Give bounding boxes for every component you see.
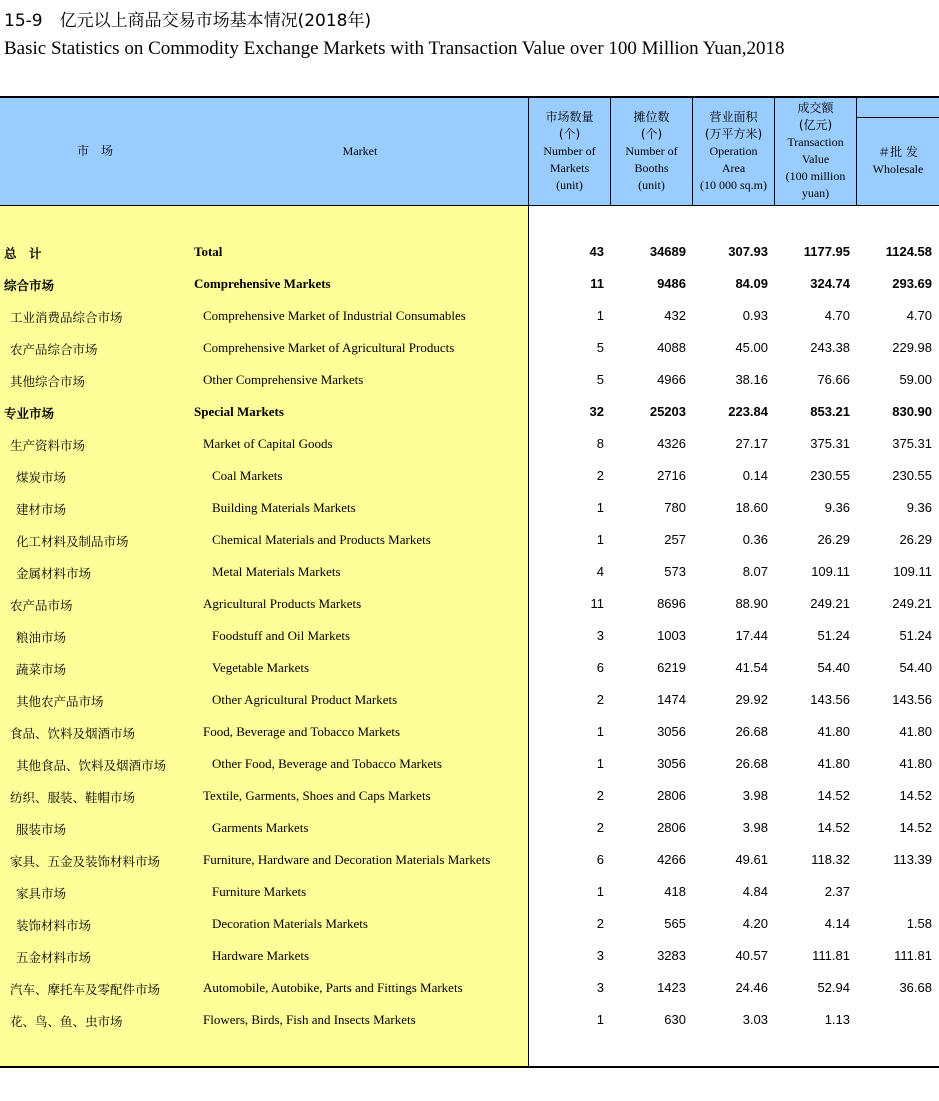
market-name-cn: 农产品市场 [10, 598, 73, 613]
cell-markets: 32 [589, 404, 604, 419]
header-market-cn: 市 场 [76, 144, 113, 158]
cell-value: 26.29 [817, 532, 850, 547]
cell-booths: 630 [664, 1012, 686, 1027]
cell-markets: 3 [596, 628, 604, 643]
market-name-en: Hardware Markets [212, 948, 310, 963]
cell-value: 76.66 [817, 372, 850, 387]
cell-booths: 4966 [657, 372, 686, 387]
header-number-of-markets: 市场数量 (个) Number of Markets (unit) [543, 110, 596, 192]
cell-markets: 2 [596, 916, 604, 931]
cell-markets: 6 [596, 852, 604, 867]
market-name-cn: 综合市场 [4, 278, 55, 293]
cell-value: 4.70 [824, 308, 850, 323]
cell-booths: 2806 [657, 820, 686, 835]
market-name-en: Other Comprehensive Markets [203, 372, 364, 387]
cell-area: 223.84 [728, 404, 768, 419]
cell-wholesale: 1124.58 [885, 244, 932, 259]
cell-area: 29.92 [735, 692, 768, 707]
table-row [0, 980, 939, 1012]
cell-booths: 4266 [657, 852, 686, 867]
cell-markets: 1 [596, 532, 604, 547]
cell-area: 41.54 [735, 660, 768, 675]
market-name-cn: 其他综合市场 [10, 374, 86, 389]
table-row [0, 244, 939, 276]
market-name-en: Other Agricultural Product Markets [212, 692, 398, 707]
cell-markets: 1 [596, 724, 604, 739]
market-name-cn: 家具市场 [16, 886, 67, 901]
cell-booths: 25203 [649, 404, 686, 419]
cell-value: 2.37 [824, 884, 850, 899]
cell-booths: 4088 [657, 340, 686, 355]
page-title-cn: 15-9 亿元以上商品交易市场基本情况(2018年) [4, 11, 372, 31]
cell-booths: 9486 [657, 276, 686, 291]
cell-markets: 2 [596, 788, 604, 803]
cell-markets: 1 [596, 884, 604, 899]
cell-markets: 43 [589, 244, 604, 259]
cell-markets: 6 [596, 660, 604, 675]
cell-booths: 3056 [657, 756, 686, 771]
cell-value: 109.11 [811, 564, 850, 579]
cell-booths: 257 [664, 532, 686, 547]
market-name-en: Furniture, Hardware and Decoration Materials Markets [203, 852, 491, 867]
cell-value: 4.14 [824, 916, 850, 931]
table-row [0, 916, 939, 948]
cell-booths: 1423 [657, 980, 686, 995]
cell-booths: 1003 [657, 628, 686, 643]
cell-value: 1177.95 [803, 244, 850, 259]
cell-booths: 2716 [657, 468, 686, 483]
table-row [0, 372, 939, 404]
cell-booths: 418 [664, 884, 686, 899]
cell-wholesale: 1.58 [906, 916, 932, 931]
market-name-cn: 汽车、摩托车及零配件市场 [10, 982, 161, 997]
cell-markets: 1 [596, 500, 604, 515]
cell-wholesale: 36.68 [899, 980, 932, 995]
cell-area: 18.60 [735, 500, 768, 515]
market-name-cn: 家具、五金及装饰材料市场 [10, 854, 161, 869]
cell-markets: 1 [596, 1012, 604, 1027]
cell-value: 375.31 [810, 436, 850, 451]
cell-value: 14.52 [817, 788, 850, 803]
cell-booths: 780 [664, 500, 686, 515]
cell-value: 853.21 [810, 404, 850, 419]
cell-wholesale: 41.80 [899, 724, 932, 739]
market-name-en: Coal Markets [212, 468, 283, 483]
cell-booths: 34689 [649, 244, 686, 259]
cell-markets: 1 [596, 308, 604, 323]
market-name-cn: 装饰材料市场 [16, 918, 92, 933]
market-name-cn: 五金材料市场 [16, 950, 92, 965]
table-row [0, 340, 939, 372]
market-name-cn: 农产品综合市场 [10, 342, 98, 357]
cell-area: 84.09 [735, 276, 768, 291]
cell-wholesale: 229.98 [892, 340, 932, 355]
market-name-en: Furniture Markets [212, 884, 307, 899]
cell-value: 249.21 [810, 596, 850, 611]
cell-markets: 5 [596, 340, 604, 355]
cell-area: 0.93 [742, 308, 768, 323]
cell-value: 51.24 [817, 628, 850, 643]
cell-booths: 432 [664, 308, 686, 323]
table-row [0, 820, 939, 852]
cell-booths: 3056 [657, 724, 686, 739]
market-name-en: Market of Capital Goods [203, 436, 333, 451]
cell-wholesale: 109.11 [893, 564, 932, 579]
cell-wholesale: 14.52 [899, 788, 932, 803]
market-name-cn: 化工材料及制品市场 [16, 534, 129, 549]
cell-area: 27.17 [735, 436, 768, 451]
table-row [0, 692, 939, 724]
cell-markets: 3 [596, 948, 604, 963]
market-name-en: Comprehensive Market of Industrial Consumables [203, 308, 466, 323]
market-name-en: Automobile, Autobike, Parts and Fittings Markets [203, 980, 463, 995]
cell-markets: 3 [596, 980, 604, 995]
market-name-en: Food, Beverage and Tobacco Markets [203, 724, 401, 739]
cell-value: 41.80 [817, 756, 850, 771]
cell-value: 230.55 [810, 468, 850, 483]
market-name-en: Special Markets [194, 404, 284, 419]
cell-value: 243.38 [810, 340, 850, 355]
table-row [0, 724, 939, 756]
market-name-en: Garments Markets [212, 820, 309, 835]
table-row [0, 276, 939, 308]
cell-area: 4.20 [742, 916, 768, 931]
cell-wholesale: 111.81 [894, 948, 932, 963]
market-name-cn: 生产资料市场 [10, 438, 86, 453]
cell-wholesale: 14.52 [899, 820, 932, 835]
cell-markets: 11 [590, 596, 604, 611]
cell-area: 8.07 [742, 564, 768, 579]
table-row [0, 628, 939, 660]
cell-area: 17.44 [735, 628, 768, 643]
cell-area: 38.16 [735, 372, 768, 387]
cell-value: 1.13 [824, 1012, 850, 1027]
table-row [0, 660, 939, 692]
market-name-cn: 煤炭市场 [16, 470, 67, 485]
cell-value: 9.36 [824, 500, 850, 515]
header-wholesale: ＃批 发 Wholesale [872, 145, 924, 176]
cell-markets: 5 [596, 372, 604, 387]
cell-markets: 2 [596, 820, 604, 835]
cell-area: 26.68 [735, 756, 768, 771]
cell-wholesale: 830.90 [892, 404, 932, 419]
table-row [0, 884, 939, 916]
market-name-cn: 食品、饮料及烟酒市场 [10, 726, 136, 741]
market-name-en: Foodstuff and Oil Markets [212, 628, 351, 643]
cell-booths: 3283 [657, 948, 686, 963]
cell-value: 14.52 [817, 820, 850, 835]
cell-area: 24.46 [735, 980, 768, 995]
cell-markets: 4 [596, 564, 604, 579]
cell-area: 40.57 [735, 948, 768, 963]
market-name-en: Building Materials Markets [212, 500, 356, 515]
market-name-en: Textile, Garments, Shoes and Caps Markets [203, 788, 431, 803]
market-name-en: Agricultural Products Markets [203, 596, 362, 611]
cell-wholesale: 4.70 [906, 308, 932, 323]
cell-markets: 11 [590, 276, 604, 291]
market-name-en: Flowers, Birds, Fish and Insects Markets [203, 1012, 416, 1027]
page-title-en: Basic Statistics on Commodity Exchange Markets with Transaction Value over 100 Million Yuan,2018 [4, 38, 785, 59]
market-name-en: Decoration Materials Markets [212, 916, 368, 931]
market-name-cn: 花、鸟、鱼、虫市场 [10, 1014, 123, 1029]
cell-booths: 2806 [657, 788, 686, 803]
cell-value: 111.81 [812, 948, 850, 963]
cell-booths: 6219 [657, 660, 686, 675]
market-name-en: Comprehensive Markets [194, 276, 331, 291]
market-name-cn: 其他食品、饮料及烟酒市场 [16, 758, 167, 773]
table-row [0, 500, 939, 532]
table-top-rule [0, 96, 939, 98]
cell-wholesale: 375.31 [892, 436, 932, 451]
cell-markets: 2 [596, 692, 604, 707]
cell-markets: 1 [596, 756, 604, 771]
market-name-cn: 服装市场 [16, 822, 67, 837]
cell-area: 3.03 [742, 1012, 768, 1027]
table-row [0, 532, 939, 564]
cell-value: 324.74 [810, 276, 850, 291]
market-name-cn: 蔬菜市场 [16, 662, 67, 677]
cell-area: 45.00 [735, 340, 768, 355]
market-name-cn: 工业消费品综合市场 [10, 310, 123, 325]
table-row [0, 756, 939, 788]
cell-area: 0.14 [742, 468, 768, 483]
header-number-of-booths: 摊位数 (个) Number of Booths (unit) [625, 110, 678, 192]
market-name-en: Other Food, Beverage and Tobacco Markets [212, 756, 442, 771]
table-row [0, 468, 939, 500]
market-name-cn: 金属材料市场 [16, 566, 92, 581]
market-name-en: Vegetable Markets [212, 660, 310, 675]
cell-booths: 4326 [657, 436, 686, 451]
cell-booths: 573 [664, 564, 686, 579]
cell-area: 88.90 [735, 596, 768, 611]
cell-wholesale: 54.40 [899, 660, 932, 675]
cell-wholesale: 51.24 [899, 628, 932, 643]
table-row [0, 436, 939, 468]
cell-markets: 8 [596, 436, 604, 451]
table-row [0, 852, 939, 884]
cell-wholesale: 230.55 [892, 468, 932, 483]
cell-area: 26.68 [735, 724, 768, 739]
cell-booths: 1474 [657, 692, 686, 707]
market-name-en: Comprehensive Market of Agricultural Products [203, 340, 455, 355]
market-name-en: Metal Materials Markets [212, 564, 341, 579]
cell-markets: 2 [596, 468, 604, 483]
table-bottom-rule [0, 1066, 939, 1068]
table-row [0, 564, 939, 596]
header-market-en: Market [342, 144, 378, 158]
cell-area: 307.93 [728, 244, 768, 259]
cell-wholesale: 113.39 [893, 852, 932, 867]
wholesale-subheader-rule [856, 117, 939, 118]
market-name-cn: 专业市场 [4, 406, 55, 421]
cell-area: 3.98 [742, 788, 768, 803]
cell-wholesale: 26.29 [899, 532, 932, 547]
cell-booths: 8696 [657, 596, 686, 611]
market-name-cn: 粮油市场 [16, 630, 67, 645]
table-row [0, 1012, 939, 1044]
cell-wholesale: 293.69 [892, 276, 932, 291]
market-name-en: Total [194, 244, 223, 259]
market-name-cn: 其他农产品市场 [16, 694, 104, 709]
cell-value: 143.56 [810, 692, 850, 707]
table-row [0, 404, 939, 436]
cell-area: 3.98 [742, 820, 768, 835]
table-row [0, 948, 939, 980]
header-transaction-value: 成交额 (亿元) Transaction Value (100 million yuan) [785, 101, 846, 200]
cell-wholesale: 249.21 [892, 596, 932, 611]
cell-area: 0.36 [742, 532, 768, 547]
cell-wholesale: 59.00 [899, 372, 932, 387]
market-name-cn: 建材市场 [16, 502, 67, 517]
table-row [0, 596, 939, 628]
cell-wholesale: 9.36 [906, 500, 932, 515]
header-operation-area: 营业面积 (万平方米) Operation Area (10 000 sq.m) [700, 110, 767, 192]
cell-area: 49.61 [735, 852, 768, 867]
table-row [0, 788, 939, 820]
table-row [0, 308, 939, 340]
cell-value: 41.80 [817, 724, 850, 739]
cell-value: 54.40 [817, 660, 850, 675]
market-name-en: Chemical Materials and Products Markets [212, 532, 431, 547]
cell-value: 118.32 [811, 852, 850, 867]
cell-value: 52.94 [817, 980, 850, 995]
cell-area: 4.84 [742, 884, 768, 899]
cell-booths: 565 [664, 916, 686, 931]
market-name-cn: 纺织、服装、鞋帽市场 [10, 790, 136, 805]
market-name-cn: 总 计 [4, 246, 42, 261]
cell-wholesale: 41.80 [899, 756, 932, 771]
cell-wholesale: 143.56 [892, 692, 932, 707]
